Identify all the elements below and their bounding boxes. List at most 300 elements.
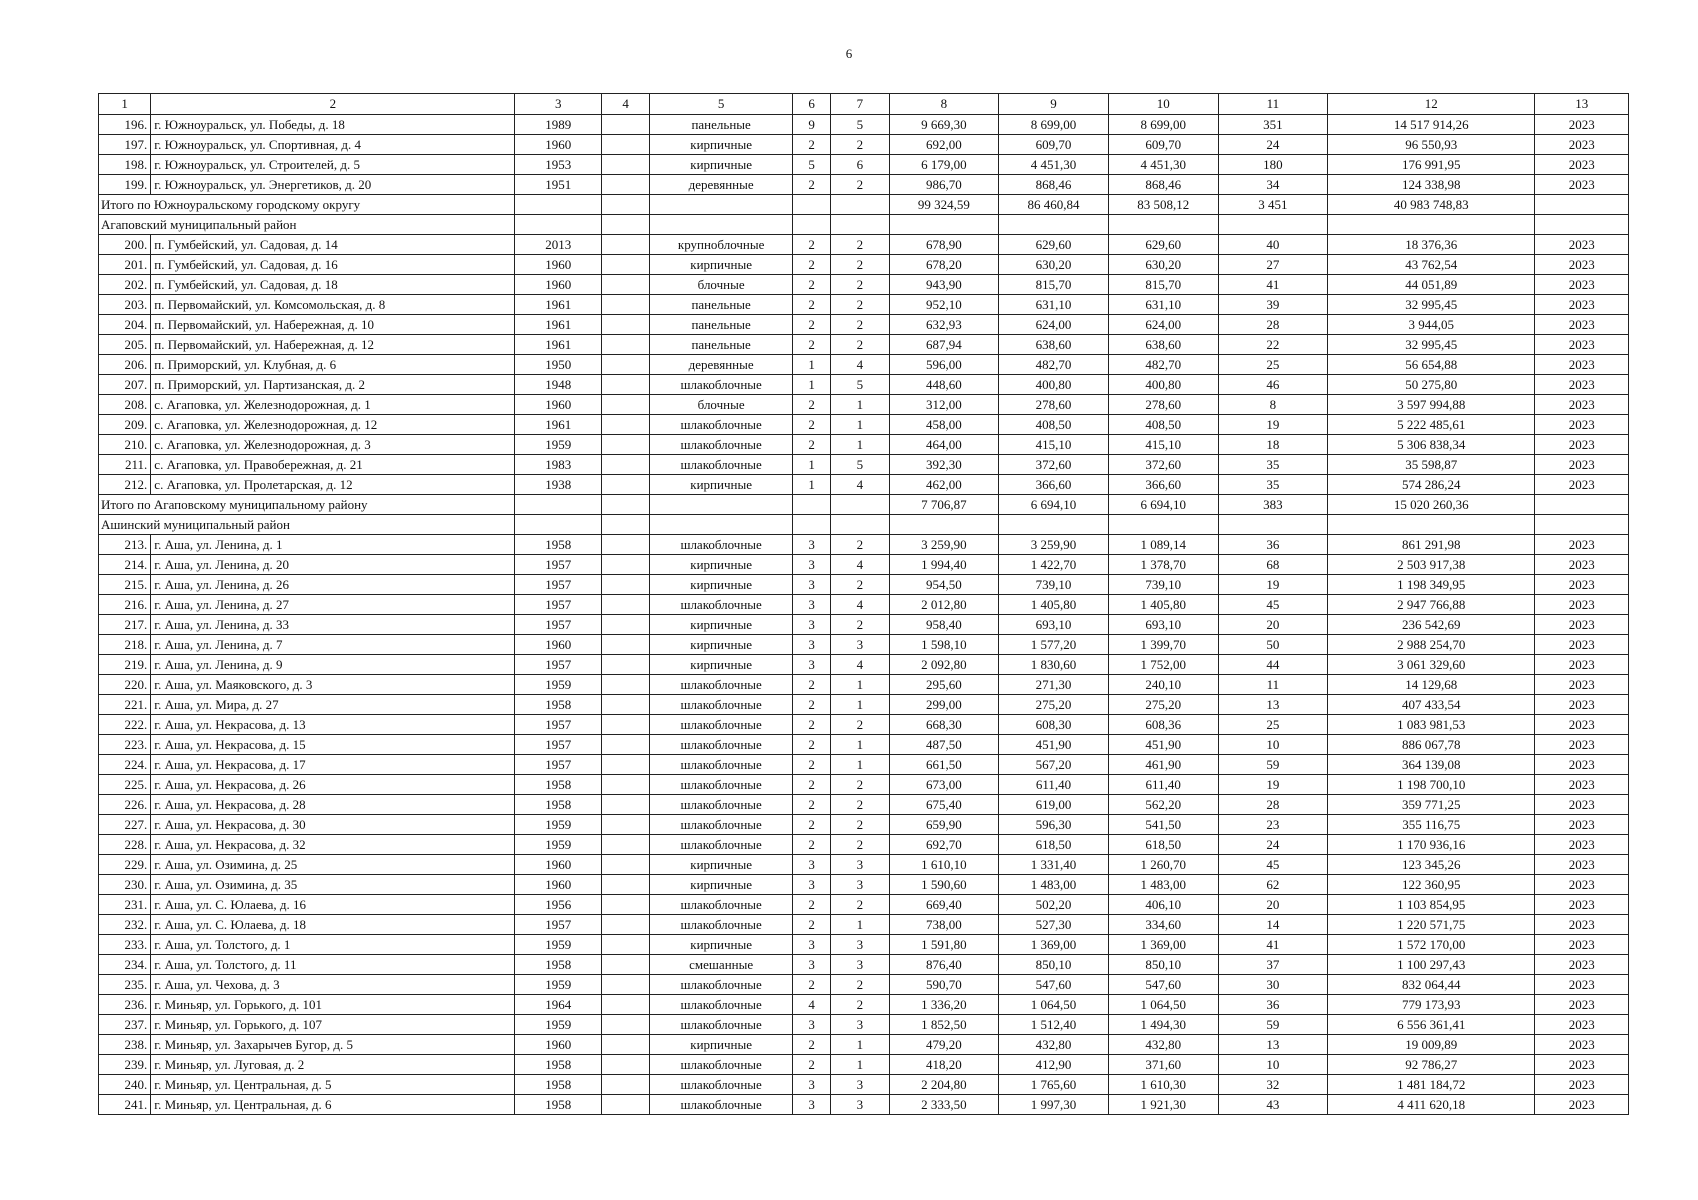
table-cell: г. Миньяр, ул. Горького, д. 107 [151,1015,515,1035]
table-cell: п. Первомайский, ул. Набережная, д. 12 [151,335,515,355]
table-cell: 222. [99,715,151,735]
table-cell: 2023 [1535,275,1629,295]
page-number: 6 [845,46,853,61]
table-cell: 3 [793,955,831,975]
empty-cell [999,515,1109,535]
table-cell: 14 [1218,915,1328,935]
table-cell: 10 [1218,735,1328,755]
table-cell [601,855,649,875]
table-cell: 180 [1218,155,1328,175]
table-cell: 1 064,50 [1108,995,1218,1015]
empty-cell [793,495,831,515]
table-cell [601,595,649,615]
table-cell: 240. [99,1075,151,1095]
table-cell: 45 [1218,595,1328,615]
table-cell: 50 275,80 [1328,375,1535,395]
table-cell: 2 012,80 [889,595,999,615]
table-cell: 211. [99,455,151,475]
table-cell: 5 306 838,34 [1328,435,1535,455]
table-cell: 400,80 [1108,375,1218,395]
table-cell: 693,10 [999,615,1109,635]
table-cell: 39 [1218,295,1328,315]
table-cell: шлакоблочные [650,895,793,915]
table-cell: 23 [1218,815,1328,835]
table-cell: 124 338,98 [1328,175,1535,195]
table-cell: 502,20 [999,895,1109,915]
table-cell: 1 083 981,53 [1328,715,1535,735]
table-cell: 371,60 [1108,1055,1218,1075]
table-cell: 2023 [1535,1075,1629,1095]
table-cell: 1 399,70 [1108,635,1218,655]
table-cell: 197. [99,135,151,155]
table-cell [601,815,649,835]
table-cell: г. Аша, ул. Озимина, д. 35 [151,875,515,895]
table-cell: 3 [793,935,831,955]
table-cell: 1957 [515,915,602,935]
table-cell: п. Гумбейский, ул. Садовая, д. 16 [151,255,515,275]
table-cell: 2 [831,275,889,295]
subtotal-cell [1535,495,1629,515]
table-cell: 351 [1218,115,1328,135]
empty-cell [1218,215,1328,235]
table-cell: 334,60 [1108,915,1218,935]
table-cell: г. Аша, ул. Ленина, д. 27 [151,595,515,615]
table-cell: 2023 [1535,815,1629,835]
table-cell: 2023 [1535,935,1629,955]
table-cell: 2023 [1535,315,1629,335]
table-cell: 6 179,00 [889,155,999,175]
table-cell: 1 260,70 [1108,855,1218,875]
table-cell: 618,50 [999,835,1109,855]
table-cell: 32 995,45 [1328,295,1535,315]
table-cell: 32 [1218,1075,1328,1095]
table-cell: 1 830,60 [999,655,1109,675]
table-cell: 1958 [515,775,602,795]
table-cell [601,155,649,175]
empty-cell [515,195,602,215]
table-cell: 1960 [515,1035,602,1055]
table-cell: 451,90 [1108,735,1218,755]
table-cell: 2 [793,1035,831,1055]
table-cell: 958,40 [889,615,999,635]
table-cell: 3 [793,1075,831,1095]
table-cell: 202. [99,275,151,295]
table-cell: 407 433,54 [1328,695,1535,715]
table-row [99,635,1629,655]
column-number: 8 [889,94,999,115]
table-cell: 624,00 [1108,315,1218,335]
table-cell: 850,10 [1108,955,1218,975]
table-cell: 861 291,98 [1328,535,1535,555]
table-cell: 451,90 [999,735,1109,755]
table-cell: 1 610,30 [1108,1075,1218,1095]
table-cell: 41 [1218,935,1328,955]
table-cell: г. Миньяр, ул. Луговая, д. 2 [151,1055,515,1075]
table-cell: шлакоблочные [650,715,793,735]
table-cell: 3 [831,1075,889,1095]
table-row [99,1095,1629,1115]
table-cell: 2 [831,835,889,855]
empty-cell [831,195,889,215]
table-cell: 201. [99,255,151,275]
table-cell: 2023 [1535,375,1629,395]
table-cell: 30 [1218,975,1328,995]
table-cell: 692,70 [889,835,999,855]
table-cell: г. Аша, ул. С. Юлаева, д. 18 [151,915,515,935]
table-cell: 241. [99,1095,151,1115]
empty-cell [601,495,649,515]
table-cell: 28 [1218,795,1328,815]
table-cell: 4 451,30 [999,155,1109,175]
table-cell: г. Аша, ул. Маяковского, д. 3 [151,675,515,695]
table-cell [601,575,649,595]
table-cell: 1957 [515,575,602,595]
table-cell: 832 064,44 [1328,975,1535,995]
table-cell: панельные [650,115,793,135]
table-cell: 448,60 [889,375,999,395]
table-cell: 2023 [1535,1015,1629,1035]
table-cell: 221. [99,695,151,715]
table-cell: 312,00 [889,395,999,415]
table-cell: с. Агаповка, ул. Пролетарская, д. 12 [151,475,515,495]
table-cell: 3 [793,575,831,595]
table-cell: 3 [831,955,889,975]
table-cell: 3 [793,555,831,575]
table-cell: шлакоблочные [650,815,793,835]
table-cell: 176 991,95 [1328,155,1535,175]
table-cell: 59 [1218,1015,1328,1035]
table-cell: кирпичные [650,155,793,175]
table-row [99,135,1629,155]
table-cell: 6 556 361,41 [1328,1015,1535,1035]
table-cell: 1 [831,915,889,935]
table-cell: 35 598,87 [1328,455,1535,475]
table-cell: 364 139,08 [1328,755,1535,775]
table-cell: 2013 [515,235,602,255]
table-cell: 198. [99,155,151,175]
table-row [99,815,1629,835]
table-cell: 630,20 [999,255,1109,275]
table-cell [601,175,649,195]
table-cell: 2023 [1535,1035,1629,1055]
table-cell: 1989 [515,115,602,135]
table-cell: 2 [793,715,831,735]
table-cell: 2 988 254,70 [1328,635,1535,655]
table-cell: 2 [793,815,831,835]
empty-cell [793,215,831,235]
table-cell: 1 590,60 [889,875,999,895]
table-cell: 3 [793,615,831,635]
table-cell: 2 [793,315,831,335]
table-cell: 1957 [515,555,602,575]
table-cell: 37 [1218,955,1328,975]
table-cell: 205. [99,335,151,355]
subtotal-cell: 3 451 [1218,195,1328,215]
table-row [99,115,1629,135]
table-cell: 234. [99,955,151,975]
table-cell: п. Гумбейский, ул. Садовая, д. 14 [151,235,515,255]
table-cell: 203. [99,295,151,315]
table-cell: 359 771,25 [1328,795,1535,815]
table-cell: 432,80 [1108,1035,1218,1055]
table-cell: 217. [99,615,151,635]
table-row [99,715,1629,735]
table-cell: 1 198 349,95 [1328,575,1535,595]
table-cell [601,375,649,395]
table-cell: 2 [793,395,831,415]
table-cell [601,995,649,1015]
table-row [99,1035,1629,1055]
table-cell: 2 [831,295,889,315]
table-cell: 3 [831,1095,889,1115]
table-cell: 3 [831,855,889,875]
table-cell: 596,30 [999,815,1109,835]
table-row [99,295,1629,315]
table-cell: 32 995,45 [1328,335,1535,355]
table-cell: 2 [831,135,889,155]
housing-registry-table [98,93,1629,1115]
table-cell: 954,50 [889,575,999,595]
table-cell: 1 336,20 [889,995,999,1015]
table-cell [601,835,649,855]
table-cell: 236. [99,995,151,1015]
table-cell: 4 [831,355,889,375]
table-cell: 1956 [515,895,602,915]
table-cell: 36 [1218,995,1328,1015]
empty-cell [1108,515,1218,535]
table-cell: крупноблочные [650,235,793,255]
table-cell: 1 [831,755,889,775]
table-cell: 2023 [1535,695,1629,715]
table-cell: 2 [831,235,889,255]
table-cell: 619,00 [999,795,1109,815]
table-cell [601,655,649,675]
table-cell: 482,70 [1108,355,1218,375]
table-cell [601,355,649,375]
table-cell: 2 [793,1055,831,1075]
table-cell: 1 064,50 [999,995,1109,1015]
table-cell: 4 [831,655,889,675]
subtotal-cell: 99 324,59 [889,195,999,215]
table-cell: 1 422,70 [999,555,1109,575]
table-cell: шлакоблочные [650,775,793,795]
table-cell: кирпичные [650,575,793,595]
table-cell: 1 103 854,95 [1328,895,1535,915]
table-cell: 56 654,88 [1328,355,1535,375]
table-cell [601,735,649,755]
table-cell [601,795,649,815]
subtotal-row [99,495,1629,515]
table-row [99,655,1629,675]
table-cell: 2 [793,175,831,195]
table-cell [601,1055,649,1075]
table-cell: 199. [99,175,151,195]
empty-cell [793,515,831,535]
table-cell: 275,20 [1108,695,1218,715]
table-cell: 122 360,95 [1328,875,1535,895]
table-row [99,155,1629,175]
table-cell: 2023 [1535,855,1629,875]
table-cell: г. Аша, ул. Ленина, д. 26 [151,575,515,595]
table-cell: 527,30 [999,915,1109,935]
table-cell: кирпичные [650,255,793,275]
table-cell: 739,10 [1108,575,1218,595]
table-cell: 92 786,27 [1328,1055,1535,1075]
table-cell: 1959 [515,435,602,455]
table-cell: 1 512,40 [999,1015,1109,1035]
table-cell: 1961 [515,415,602,435]
table-row [99,1075,1629,1095]
table-cell: 3 597 994,88 [1328,395,1535,415]
table-cell: 1958 [515,1055,602,1075]
table-row [99,1055,1629,1075]
table-cell: 738,00 [889,915,999,935]
table-cell: 464,00 [889,435,999,455]
table-cell: 609,70 [1108,135,1218,155]
table-row [99,255,1629,275]
table-cell: г. Южноуральск, ул. Строителей, д. 5 [151,155,515,175]
subtotal-cell: 6 694,10 [1108,495,1218,515]
column-number: 1 [99,94,151,115]
table-cell [601,275,649,295]
table-cell: 2 [793,975,831,995]
table-cell: 3 [793,655,831,675]
empty-cell [515,515,602,535]
table-cell: 35 [1218,455,1328,475]
table-cell: 2 [793,795,831,815]
table-cell: г. Аша, ул. Ленина, д. 7 [151,635,515,655]
table-cell: 4 [831,475,889,495]
table-cell: 400,80 [999,375,1109,395]
table-cell: 372,60 [1108,455,1218,475]
table-row [99,615,1629,635]
table-cell: 1 405,80 [999,595,1109,615]
table-cell: 13 [1218,695,1328,715]
table-cell: 2023 [1535,1055,1629,1075]
table-row [99,435,1629,455]
table-cell: 2 [793,735,831,755]
table-cell: 1 852,50 [889,1015,999,1035]
table-row [99,535,1629,555]
table-cell: 608,36 [1108,715,1218,735]
table-cell: 41 [1218,275,1328,295]
table-cell: 668,30 [889,715,999,735]
table-cell: 2023 [1535,395,1629,415]
table-cell: 9 [793,115,831,135]
table-cell: 692,00 [889,135,999,155]
table-cell: 2023 [1535,615,1629,635]
table-row [99,455,1629,475]
table-row [99,375,1629,395]
subtotal-row [99,195,1629,215]
table-cell: 3 944,05 [1328,315,1535,335]
table-cell: 1 [831,415,889,435]
table-cell [601,975,649,995]
table-cell [601,415,649,435]
table-cell: 123 345,26 [1328,855,1535,875]
table-cell: 19 [1218,415,1328,435]
table-cell: 8 [1218,395,1328,415]
table-cell: панельные [650,295,793,315]
table-cell [601,875,649,895]
table-cell: 2023 [1535,635,1629,655]
table-cell: 2023 [1535,175,1629,195]
table-cell: 1957 [515,595,602,615]
table-cell: 415,10 [1108,435,1218,455]
table-cell: 275,20 [999,695,1109,715]
table-cell: 1958 [515,1075,602,1095]
table-cell: 462,00 [889,475,999,495]
table-cell: шлакоблочные [650,455,793,475]
table-cell: 237. [99,1015,151,1035]
table-cell: 223. [99,735,151,755]
table-cell: 2 [831,775,889,795]
table-cell: 355 116,75 [1328,815,1535,835]
table-cell: 20 [1218,895,1328,915]
table-cell: 218. [99,635,151,655]
table-cell: 1 331,40 [999,855,1109,875]
empty-cell [1328,215,1535,235]
table-cell: п. Первомайский, ул. Комсомольская, д. 8 [151,295,515,315]
table-cell: 2023 [1535,255,1629,275]
table-cell: п. Гумбейский, ул. Садовая, д. 18 [151,275,515,295]
table-cell: 868,46 [999,175,1109,195]
table-cell: 1961 [515,295,602,315]
table-cell: 1 [793,475,831,495]
table-cell: шлакоблочные [650,1095,793,1115]
table-cell: 10 [1218,1055,1328,1075]
table-cell: 2 [831,335,889,355]
table-cell: 406,10 [1108,895,1218,915]
table-cell [601,255,649,275]
section-header-row [99,215,1629,235]
table-cell: 630,20 [1108,255,1218,275]
table-cell [601,555,649,575]
table-cell: 876,40 [889,955,999,975]
table-cell: 1 198 700,10 [1328,775,1535,795]
table-cell: 236 542,69 [1328,615,1535,635]
table-cell [601,135,649,155]
table-cell: 1 598,10 [889,635,999,655]
table-cell [601,715,649,735]
table-cell: 19 [1218,775,1328,795]
table-cell [601,455,649,475]
table-cell: 220. [99,675,151,695]
table-cell: 2 [793,775,831,795]
table-cell: 1 483,00 [1108,875,1218,895]
table-cell [601,755,649,775]
table-cell: кирпичные [650,935,793,955]
table-cell: 669,40 [889,895,999,915]
table-cell: 815,70 [999,275,1109,295]
table-cell: 216. [99,595,151,615]
table-cell: 1 405,80 [1108,595,1218,615]
table-cell: 2 [793,895,831,915]
table-cell: г. Миньяр, ул. Захарычев Бугор, д. 5 [151,1035,515,1055]
table-cell: 2 [793,255,831,275]
table-cell: 1 [831,1035,889,1055]
table-cell: 59 [1218,755,1328,775]
table-cell: 1957 [515,755,602,775]
table-cell: кирпичные [650,1035,793,1055]
table-cell: 2 204,80 [889,1075,999,1095]
table-cell [601,1035,649,1055]
table-cell: 675,40 [889,795,999,815]
table-row [99,775,1629,795]
table-cell: 1958 [515,695,602,715]
table-cell: 2023 [1535,455,1629,475]
table-cell: 2023 [1535,1095,1629,1115]
